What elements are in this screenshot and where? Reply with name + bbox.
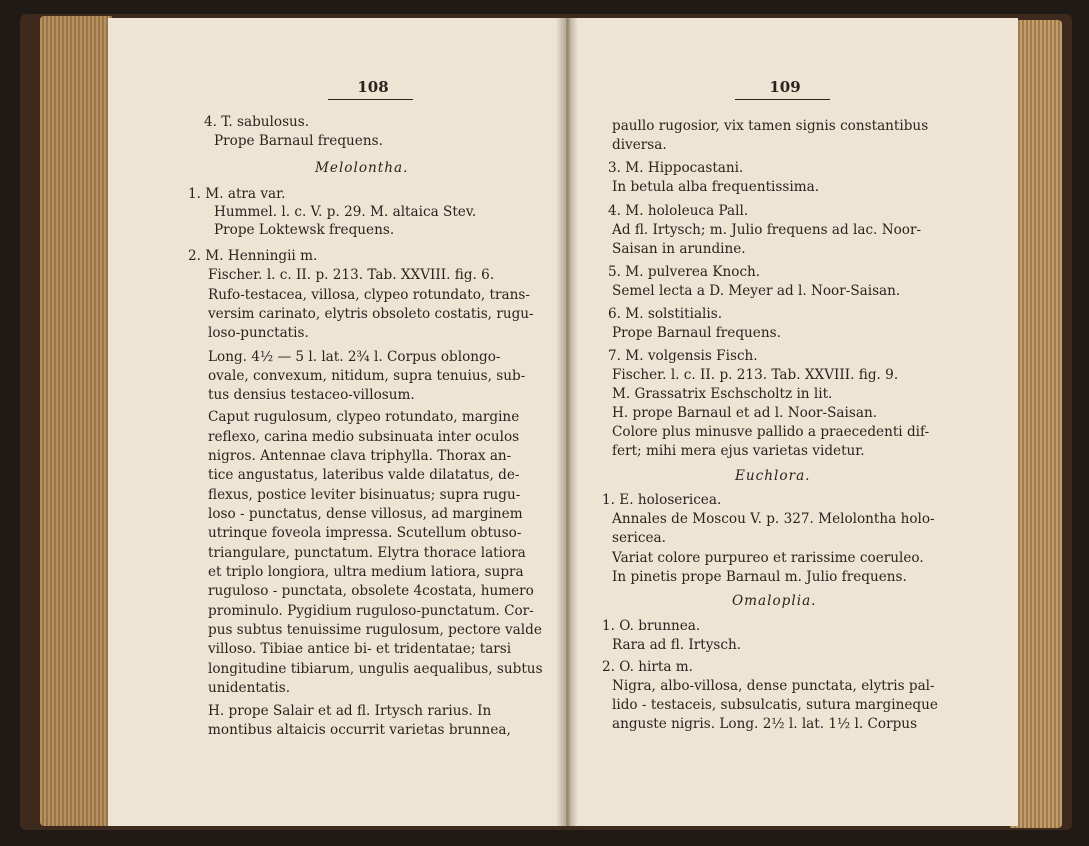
text-line: Caput rugulosum, clypeo rotundato, margine (208, 409, 520, 425)
text-line: H. prope Barnaul et ad l. Noor-Saisan. (612, 405, 878, 421)
text-line: In betula alba frequentissima. (612, 179, 820, 195)
text-line: montibus altaicis occurrit varietas brunnea, (208, 722, 511, 738)
text-line: Hummel. l. c. V. p. 29. M. altaica Stev. (214, 204, 477, 220)
text-line: 1. O. brunnea. (602, 618, 701, 634)
text-line: Colore plus minusve pallido a praecedenti dif- (612, 424, 930, 440)
text-line: M. Grassatrix Eschscholtz in lit. (612, 386, 833, 402)
text-line: nigros. Antennae clava triphylla. Thorax an- (208, 448, 512, 464)
text-line: 1. E. holosericea. (602, 492, 722, 508)
text-line: Annales de Moscou V. p. 327. Melolontha holo- (612, 511, 935, 527)
text-line: utrinque foveola impressa. Scutellum obtuso- (208, 525, 522, 541)
text-line: triangulare, punctatum. Elytra thorace latiora (208, 545, 526, 561)
right-page (568, 18, 1018, 826)
text-line: reflexo, carina medio subsinuata inter oculos (208, 429, 520, 445)
page-number: 109 (769, 78, 801, 96)
left-page (108, 18, 568, 826)
text-line: 2. M. Henningii m. (188, 248, 318, 264)
text-line: Ad fl. Irtysch; m. Julio frequens ad lac. Noor- (612, 222, 922, 238)
text-line: Prope Barnaul frequens. (214, 133, 383, 149)
text-line: sericea. (612, 530, 666, 546)
text-line: longitudine tibiarum, ungulis aequalibus, subtus (208, 661, 543, 677)
text-line: 5. M. pulverea Knoch. (608, 264, 761, 280)
text-line: unidentatis. (208, 680, 291, 696)
text-line: 4. T. sabulosus. (204, 114, 310, 130)
text-line: 6. M. solstitialis. (608, 306, 723, 322)
text-line: ovale, convexum, nitidum, supra tenuius, sub- (208, 368, 526, 384)
text-line: 7. M. volgensis Fisch. (608, 348, 758, 364)
text-line: Rara ad fl. Irtysch. (612, 637, 742, 653)
text-line: versim carinato, elytris obsoleto costatis, rugu- (208, 306, 534, 322)
text-line: flexus, postice leviter bisinuatus; supra rugu- (208, 487, 521, 503)
text-line: 3. M. Hippocastani. (608, 160, 744, 176)
text-line: Long. 4½ — 5 l. lat. 2¾ l. Corpus oblongo- (208, 349, 501, 365)
text-line: 4. M. hololeuca Pall. (608, 203, 749, 219)
text-line: Fischer. l. c. II. p. 213. Tab. XXVIII. fig. 9. (612, 367, 899, 383)
page-edges-left (40, 16, 112, 826)
text-line: loso-punctatis. (208, 325, 309, 341)
page-number-rule (735, 99, 830, 100)
page-number-rule (328, 99, 413, 100)
text-line: 2. O. hirta m. (602, 659, 693, 675)
text-line: pus subtus tenuissime rugulosum, pectore valde (208, 622, 542, 638)
text-line: Prope Barnaul frequens. (612, 325, 781, 341)
genus-heading: Euchlora. (735, 468, 811, 484)
text-line: et triplo longiora, ultra medium latiora, supra (208, 564, 524, 580)
text-line: Saisan in arundine. (612, 241, 746, 257)
text-line: paullo rugosior, vix tamen signis constantibus (612, 118, 929, 134)
text-line: prominulo. Pygidium ruguloso-punctatum. Cor- (208, 603, 534, 619)
text-line: 1. M. atra var. (188, 186, 286, 202)
text-line: ruguloso - punctata, obsolete 4costata, humero (208, 583, 534, 599)
text-line: In pinetis prope Barnaul m. Julio frequens. (612, 569, 907, 585)
text-line: tus densius testaceo-villosum. (208, 387, 415, 403)
text-line: Rufo-testacea, villosa, clypeo rotundato, trans- (208, 287, 530, 303)
text-line: Prope Loktewsk frequens. (214, 222, 395, 238)
genus-heading: Melolontha. (315, 160, 409, 176)
text-line: H. prope Salair et ad fl. Irtysch rarius. In (208, 703, 492, 719)
text-line: anguste nigris. Long. 2½ l. lat. 1½ l. Corpus (612, 716, 918, 732)
genus-heading: Omaloplia. (732, 593, 817, 609)
page-number: 108 (357, 78, 389, 96)
text-line: Nigra, albo-villosa, dense punctata, elytris pal- (612, 678, 935, 694)
text-line: tice angustatus, lateribus valde dilatatus, de- (208, 467, 520, 483)
text-line: loso - punctatus, dense villosus, ad marginem (208, 506, 523, 522)
text-line: villoso. Tibiae antice bi- et tridentatae; tarsi (208, 641, 512, 657)
text-line: diversa. (612, 137, 667, 153)
text-line: fert; mihi mera ejus varietas videtur. (612, 443, 865, 459)
text-line: Semel lecta a D. Meyer ad l. Noor-Saisan. (612, 283, 901, 299)
text-line: lido - testaceis, subsulcatis, sutura margineque (612, 697, 938, 713)
text-line: Variat colore purpureo et rarissime coeruleo. (612, 550, 924, 566)
text-line: Fischer. l. c. II. p. 213. Tab. XXVIII. fig. 6. (208, 267, 495, 283)
